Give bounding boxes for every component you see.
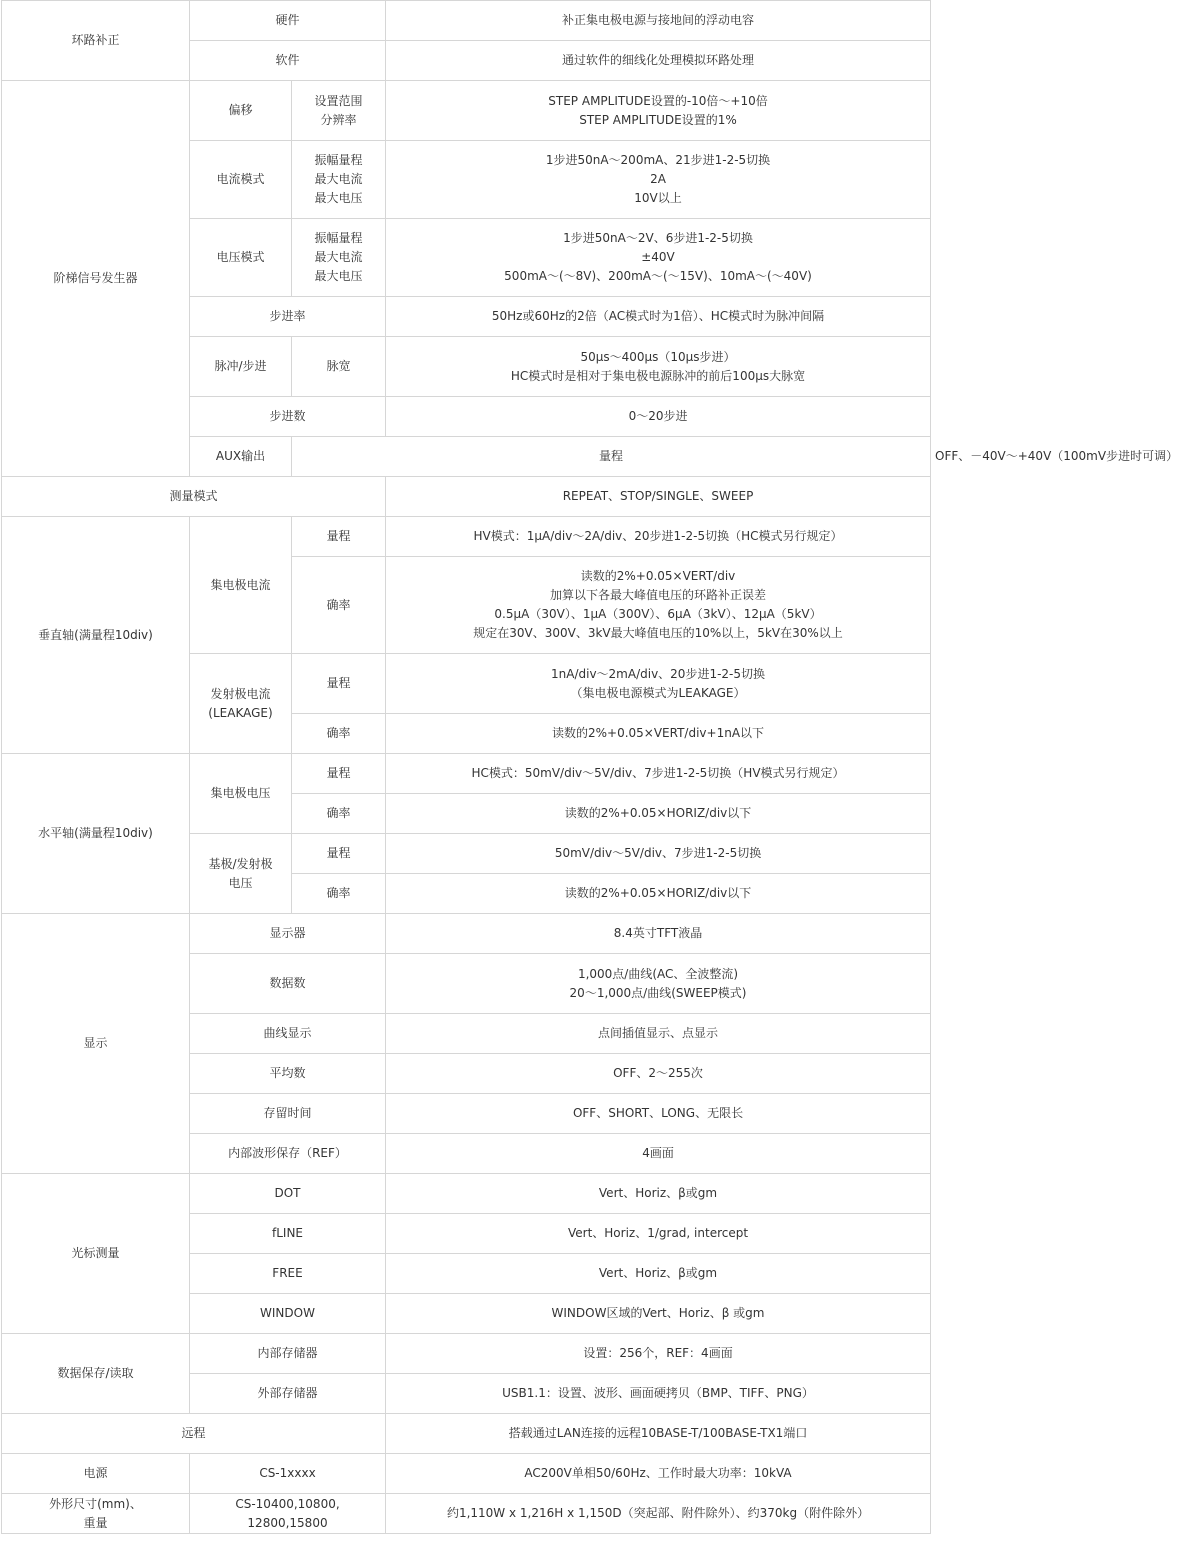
cell-text: 分辨率 <box>320 112 357 127</box>
table-cell <box>2 1414 386 1454</box>
table-cell <box>2 517 190 754</box>
cell-text: （集电极电源模式为LEAKAGE） <box>570 685 746 700</box>
cell-text: 量程 <box>326 766 351 780</box>
spec-table-body <box>2 1 1178 1534</box>
table-cell <box>386 297 931 337</box>
table-cell <box>190 517 292 654</box>
table-cell <box>386 834 931 874</box>
table-cell <box>2 477 386 517</box>
table-cell <box>190 754 292 834</box>
cell-text: 集电极电压 <box>210 786 271 800</box>
table-cell <box>386 1094 931 1134</box>
table-row <box>2 81 931 141</box>
cell-text: ±40V <box>641 250 675 264</box>
table-cell <box>386 1174 931 1214</box>
table-cell <box>386 1 931 41</box>
table-cell <box>190 1334 386 1374</box>
table-cell <box>190 1174 386 1214</box>
cell-text: 确率 <box>326 726 351 740</box>
table-cell <box>386 1014 931 1054</box>
cell-text: 确率 <box>326 886 351 900</box>
table-cell <box>292 219 386 297</box>
cell-text: 规定在30V、300V、3kV最大峰值电压的10%以上，5kV在30%以上 <box>473 626 843 640</box>
cell-text: 振幅量程 <box>314 231 363 245</box>
cell-text: 垂直轴(满量程10div) <box>38 627 153 642</box>
table-cell <box>386 397 931 437</box>
cell-text: 电源 <box>83 1466 108 1480</box>
table-row <box>2 1454 931 1494</box>
cell-text: OFF、SHORT、LONG、无限长 <box>572 1106 744 1120</box>
cell-text: 设置：256个，REF：4画面 <box>583 1346 733 1360</box>
cell-text: 最大电压 <box>314 191 363 205</box>
table-row <box>2 1494 931 1534</box>
table-cell <box>2 754 190 914</box>
cell-text: Vert、Horiz、β或gm <box>598 1186 718 1200</box>
table-cell <box>386 41 931 81</box>
table-cell <box>386 754 931 794</box>
cell-text: 内部波形保存（REF） <box>228 1146 347 1160</box>
table-cell <box>190 1014 386 1054</box>
table-cell <box>386 1454 931 1494</box>
cell-text: 显示器 <box>269 926 306 940</box>
table-cell <box>190 654 292 754</box>
table-cell <box>386 1134 931 1174</box>
cell-text: 12800,15800 <box>247 1515 328 1530</box>
table-row <box>2 1414 931 1454</box>
table-cell <box>190 41 386 81</box>
table-cell <box>292 337 386 397</box>
cell-text: 远程 <box>181 1426 206 1440</box>
table-cell <box>190 1374 386 1414</box>
table-cell <box>386 477 931 517</box>
table-cell <box>2 1174 190 1334</box>
table-cell <box>386 219 931 297</box>
table-cell <box>2 1454 190 1494</box>
table-cell <box>190 914 386 954</box>
cell-text: 阶梯信号发生器 <box>53 271 138 285</box>
table-cell <box>2 914 190 1174</box>
table-cell <box>386 1054 931 1094</box>
cell-text: 外形尺寸(mm)、 <box>49 1496 142 1511</box>
cell-text: 读数的2%+0.05×HORIZ/div以下 <box>564 886 752 900</box>
table-cell <box>190 397 386 437</box>
table-cell <box>2 81 190 477</box>
cell-text: 内部存储器 <box>257 1346 318 1360</box>
cell-text: 重量 <box>83 1515 108 1530</box>
table-cell <box>386 914 931 954</box>
cell-text: CS-10400,10800, <box>235 1496 340 1511</box>
cell-text: 通过软件的细线化处理模拟环路处理 <box>562 53 755 67</box>
table-row <box>2 477 931 517</box>
table-cell <box>386 141 931 219</box>
table-cell <box>386 81 931 141</box>
cell-text: WINDOW区域的Vert、Horiz、β 或gm <box>551 1306 765 1320</box>
cell-text: 曲线显示 <box>263 1026 312 1040</box>
cell-text: AUX输出 <box>215 449 266 463</box>
cell-text: 平均数 <box>269 1066 306 1080</box>
table-row <box>2 1 931 41</box>
cell-text: 50μs～400μs（10μs步进） <box>580 349 736 364</box>
table-cell <box>190 1094 386 1134</box>
cell-text: 最大电流 <box>314 250 363 264</box>
table-cell <box>190 437 292 477</box>
cell-text: 步进率 <box>269 309 306 323</box>
table-cell <box>386 1294 931 1334</box>
cell-text: 确率 <box>326 597 351 612</box>
table-cell <box>190 219 292 297</box>
cell-text: 读数的2%+0.05×VERT/div+1nA以下 <box>551 726 765 740</box>
table-cell <box>190 1294 386 1334</box>
table-cell <box>190 1494 386 1534</box>
table-cell <box>190 1134 386 1174</box>
table-cell <box>386 1334 931 1374</box>
cell-text: 环路补正 <box>71 33 120 47</box>
cell-text: 电压 <box>228 875 253 890</box>
cell-text: 集电极电流 <box>210 577 271 592</box>
cell-text: 步进数 <box>269 409 306 423</box>
cell-text: 测量模式 <box>169 489 218 503</box>
table-cell <box>292 794 386 834</box>
cell-text: 1nA/div～2mA/div、20步进1-2-5切换 <box>551 666 766 681</box>
cell-text: 基极/发射极 <box>208 856 273 871</box>
cell-text: STEP AMPLITUDE设置的-10倍～+10倍 <box>548 93 768 108</box>
cell-text: 10V以上 <box>634 191 682 205</box>
cell-text: 最大电压 <box>314 269 363 283</box>
cell-text: FREE <box>272 1266 303 1280</box>
spec-table <box>1 0 1178 1534</box>
table-row <box>2 517 931 557</box>
table-row <box>2 754 931 794</box>
table-cell <box>386 1214 931 1254</box>
table-cell <box>190 1214 386 1254</box>
table-cell <box>386 517 931 557</box>
cell-text: 50mV/div～5V/div、7步进1-2-5切换 <box>554 846 762 860</box>
table-cell <box>292 557 386 654</box>
cell-text: 点间插值显示、点显示 <box>598 1026 719 1040</box>
cell-text: HV模式：1μA/div～2A/div、20步进1-2-5切换（HC模式另行规定） <box>473 529 843 543</box>
cell-text: 1,000点/曲线(AC、全波整流) <box>577 966 739 981</box>
cell-text: 0.5μA（30V）、1μA（300V）、6μA（3kV）、12μA（5kV） <box>494 607 822 621</box>
cell-text: 读数的2%+0.05×VERT/div <box>580 569 736 583</box>
table-cell <box>2 1 190 81</box>
table-row <box>2 1334 931 1374</box>
table-cell <box>386 1374 931 1414</box>
cell-text: USB1.1：设置、波形、画面硬拷贝（BMP、TIFF、PNG） <box>502 1386 814 1400</box>
cell-text: WINDOW <box>260 1306 315 1320</box>
cell-text: 发射极电流 <box>210 686 271 701</box>
cell-text: HC模式：50mV/div～5V/div、7步进1-2-5切换（HV模式另行规定） <box>471 766 845 780</box>
table-row <box>2 914 931 954</box>
cell-text: Vert、Horiz、β或gm <box>598 1266 718 1280</box>
cell-text: 量程 <box>599 449 624 463</box>
table-row <box>2 1174 931 1214</box>
table-cell <box>2 1494 190 1534</box>
cell-text: 脉宽 <box>326 359 351 373</box>
table-cell <box>386 714 931 754</box>
table-cell <box>292 714 386 754</box>
cell-text: 脉冲/步进 <box>214 359 267 373</box>
cell-text: 0～20步进 <box>628 409 688 423</box>
table-cell <box>386 337 931 397</box>
table-cell <box>386 654 931 714</box>
cell-text: 水平轴(满量程10div) <box>38 826 153 840</box>
cell-text: 量程 <box>326 529 351 543</box>
table-cell <box>292 517 386 557</box>
cell-text: 50Hz或60Hz的2倍（AC模式时为1倍）、HC模式时为脉冲间隔 <box>491 309 825 323</box>
cell-text: 搭载通过LAN连接的远程10BASE-T/100BASE-TX1端口 <box>508 1426 808 1440</box>
cell-text: 4画面 <box>642 1146 674 1160</box>
table-cell <box>292 141 386 219</box>
cell-text: 显示 <box>83 1036 108 1050</box>
table-cell <box>292 654 386 714</box>
table-cell <box>190 141 292 219</box>
table-cell <box>386 794 931 834</box>
table-cell <box>292 834 386 874</box>
cell-text: 加算以下各最大峰值电压的环路补正误差 <box>550 588 767 602</box>
cell-text: DOT <box>274 1186 301 1200</box>
cell-text: 2A <box>650 172 666 186</box>
table-row: AUX输出 量程 OFF、－40V～+40V（100mV步进时可调） <box>2 437 931 477</box>
table-cell <box>190 954 386 1014</box>
cell-text: (LEAKAGE) <box>208 705 273 720</box>
table-cell <box>386 1414 931 1454</box>
cell-text: 存留时间 <box>263 1106 312 1120</box>
cell-text: STEP AMPLITUDE设置的1% <box>579 112 737 127</box>
table-cell <box>190 297 386 337</box>
cell-text: 振幅量程 <box>314 153 363 167</box>
cell-text: 确率 <box>326 806 351 820</box>
table-cell <box>190 834 292 914</box>
cell-text: 软件 <box>275 53 300 67</box>
cell-text: CS-1xxxx <box>259 1466 316 1480</box>
cell-text: 500mA～(～8V)、200mA～(～15V)、10mA～(～40V) <box>504 269 812 283</box>
cell-text: 读数的2%+0.05×HORIZ/div以下 <box>564 806 752 820</box>
table-cell <box>386 1254 931 1294</box>
cell-text: 偏移 <box>228 103 253 117</box>
cell-text: 外部存储器 <box>257 1386 318 1400</box>
table-cell <box>386 557 931 654</box>
cell-text: 量程 <box>326 676 351 690</box>
table-cell <box>292 754 386 794</box>
cell-text: 约1,110W x 1,216H x 1,150D（突起部、附件除外）、约370kg（附件除外） <box>446 1506 870 1520</box>
cell-text: 1步进50nA～200mA、21步进1-2-5切换 <box>545 153 771 167</box>
cell-text: 设置范围 <box>314 93 363 108</box>
table-cell <box>190 1454 386 1494</box>
cell-text: 数据保存/读取 <box>57 1366 134 1380</box>
cell-text: HC模式时是相对于集电极电源脉冲的前后100μs大脉宽 <box>510 368 806 383</box>
table-cell <box>386 874 931 914</box>
table-cell <box>190 1254 386 1294</box>
cell-text: OFF、2～255次 <box>613 1066 703 1080</box>
table-cell <box>190 337 292 397</box>
cell-text: 电流模式 <box>216 172 265 186</box>
cell-text: 8.4英寸TFT液晶 <box>613 926 703 940</box>
table-cell <box>292 81 386 141</box>
cell-text: 电压模式 <box>216 250 265 264</box>
table-cell <box>190 1 386 41</box>
table-cell <box>292 874 386 914</box>
cell-text: 数据数 <box>269 976 306 990</box>
cell-text: 补正集电极电源与接地间的浮动电容 <box>562 13 755 27</box>
table-cell <box>2 1334 190 1414</box>
cell-text: 1步进50nA～2V、6步进1-2-5切换 <box>563 231 753 245</box>
cell-text: fLINE <box>272 1226 304 1240</box>
table-cell <box>190 1054 386 1094</box>
table-cell <box>190 81 292 141</box>
cell-text: REPEAT、STOP/SINGLE、SWEEP <box>562 489 754 503</box>
cell-text: 20～1,000点/曲线(SWEEP模式) <box>569 985 747 1000</box>
cell-text: Vert、Horiz、1/grad, intercept <box>567 1226 749 1240</box>
table-cell <box>386 1494 931 1534</box>
cell-text: 最大电流 <box>314 172 363 186</box>
cell-text: AC200V单相50/60Hz、工作时最大功率：10kVA <box>524 1466 792 1480</box>
cell-text: 量程 <box>326 846 351 860</box>
cell-text: 硬件 <box>275 13 300 27</box>
cell-text: 光标测量 <box>71 1246 120 1260</box>
table-cell <box>292 437 931 477</box>
table-cell <box>386 954 931 1014</box>
